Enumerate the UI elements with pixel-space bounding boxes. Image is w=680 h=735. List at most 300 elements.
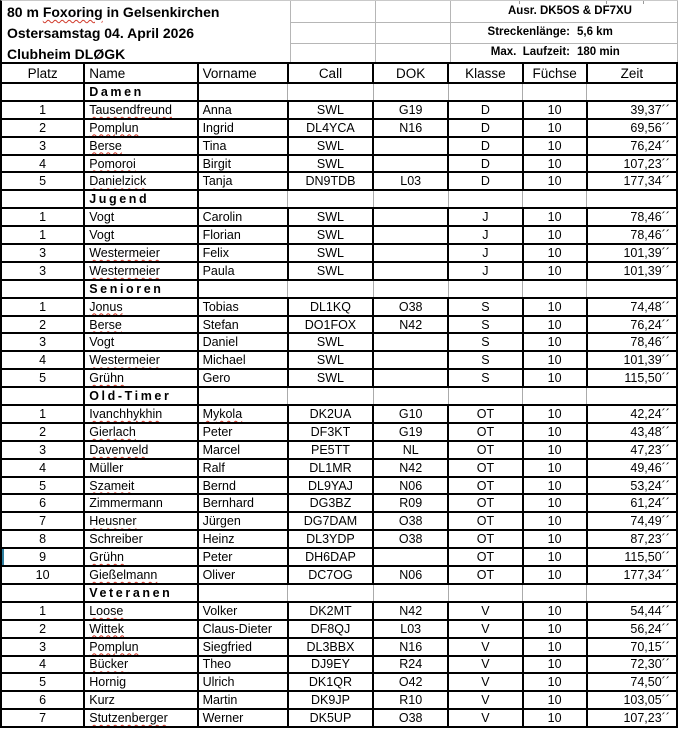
cell-zeit: 56,24´´ (587, 620, 677, 638)
cell-call: DL3YDP (288, 530, 373, 548)
cell-dok (373, 208, 448, 226)
cell-fuechse: 10 (523, 155, 587, 173)
cell-dok: R09 (373, 494, 448, 512)
cell-zeit: 74,48´´ (587, 298, 677, 316)
section-row (1, 190, 677, 208)
column-header-fuechse: Füchse (523, 63, 587, 83)
result-row (1, 137, 677, 155)
firstname-text: Ulrich (202, 675, 235, 690)
result-row (1, 155, 677, 173)
cell-name (84, 494, 197, 512)
surname-text: Heusner (89, 514, 137, 529)
cell-klasse: J (448, 226, 522, 244)
event-title-prefix: 80 m (7, 4, 43, 20)
event-date: Ostersamstag 04. April 2026 (7, 25, 195, 41)
cell-zeit: 115,50´´ (587, 548, 677, 566)
cell-call: SWL (288, 137, 373, 155)
cell-klasse: OT (448, 566, 522, 584)
cell-platz: 3 (1, 262, 84, 280)
firstname-text: Volker (202, 603, 238, 618)
cell-zeit: 74,49´´ (587, 512, 677, 530)
firstname-text: Werner (202, 711, 244, 726)
firstname-text: Felix (202, 245, 229, 260)
cell-name (84, 656, 197, 674)
result-row (1, 119, 677, 137)
firstname-text: Tobias (202, 299, 239, 314)
cell-dok (373, 226, 448, 244)
cell-fuechse: 10 (523, 620, 587, 638)
cell-call: SWL (288, 208, 373, 226)
event-info-block (442, 1, 678, 63)
cell-vorname (198, 459, 288, 477)
cell-dok (373, 548, 448, 566)
cell-dok: N16 (373, 638, 448, 656)
column-header-vorname: Vorname (198, 63, 288, 83)
cell-zeit: 49,46´´ (587, 459, 677, 477)
cell-call: SWL (288, 333, 373, 351)
firstname-text: Tina (202, 138, 227, 153)
cell-call: DK1QR (288, 673, 373, 691)
cell-fuechse (523, 387, 587, 405)
surname-text: Müller (89, 460, 124, 475)
column-header-name: Name (84, 63, 197, 83)
cell-call: DL1KQ (288, 298, 373, 316)
cell-platz: 2 (1, 423, 84, 441)
cell-platz: 1 (1, 602, 84, 620)
cell-call: DK9JP (288, 691, 373, 709)
result-row (1, 530, 677, 548)
cell-vorname (198, 172, 288, 190)
cell-klasse (448, 280, 522, 298)
cell-zeit: 101,39´´ (587, 351, 677, 369)
section-title: Damen (84, 83, 197, 101)
cell-vorname (198, 280, 288, 298)
cell-dok: O42 (373, 673, 448, 691)
cell-call: DK2MT (288, 602, 373, 620)
cell-vorname (198, 298, 288, 316)
result-row (1, 101, 677, 119)
cell-dok: R24 (373, 656, 448, 674)
cell-klasse (448, 584, 522, 602)
max-time-value: 180 min (577, 46, 620, 59)
cell-name (84, 638, 197, 656)
section-title: Old-Timer (84, 387, 197, 405)
cell-vorname (198, 494, 288, 512)
result-row (1, 172, 677, 190)
cell-klasse: OT (448, 441, 522, 459)
result-row (1, 548, 677, 566)
cell-klasse: OT (448, 494, 522, 512)
surname-text: Szameit (89, 478, 135, 493)
cell-zeit: 101,39´´ (587, 262, 677, 280)
cell-klasse: S (448, 351, 522, 369)
cell-call: DK5UP (288, 709, 373, 727)
cell-call: SWL (288, 369, 373, 387)
cell-dok: L03 (373, 620, 448, 638)
cell-zeit: 76,24´´ (587, 316, 677, 334)
cell-vorname (198, 656, 288, 674)
result-row (1, 333, 677, 351)
cell-platz: 6 (1, 691, 84, 709)
cell-fuechse: 10 (523, 530, 587, 548)
surname-text: Berse (89, 317, 122, 332)
cell-name (84, 172, 197, 190)
cell-fuechse: 10 (523, 512, 587, 530)
section-row (1, 387, 677, 405)
max-time-line (442, 42, 678, 63)
result-row (1, 566, 677, 584)
surname-text: Gießelmann (89, 567, 158, 582)
surname-text: Berse (89, 138, 122, 153)
result-row (1, 709, 677, 727)
cell-call: DL1MR (288, 459, 373, 477)
surname-text: Vogt (89, 335, 115, 350)
cell-fuechse: 10 (523, 477, 587, 495)
cell-vorname (198, 512, 288, 530)
cell-dok (373, 244, 448, 262)
cell-vorname (198, 405, 288, 423)
firstname-text: Marcel (202, 442, 241, 457)
cell-call: DG3BZ (288, 494, 373, 512)
cell-klasse: D (448, 119, 522, 137)
surname-text: Wittek (89, 621, 124, 636)
result-row (1, 477, 677, 495)
cell-dok: N42 (373, 459, 448, 477)
firstname-text: Paula (202, 263, 235, 278)
firstname-text: Birgit (202, 156, 232, 171)
cell-klasse: V (448, 656, 522, 674)
cell-vorname (198, 602, 288, 620)
cell-name (84, 316, 197, 334)
section-title: Senioren (84, 280, 197, 298)
firstname-text: Mykola (202, 406, 243, 421)
surname-text: Schreiber (89, 532, 143, 547)
cell-zeit (587, 584, 677, 602)
cell-call (288, 387, 373, 405)
firstname-text: Anna (202, 102, 232, 117)
event-title (7, 4, 219, 20)
course-length-value: 5,6 km (577, 25, 613, 38)
cell-platz (1, 83, 84, 101)
cell-klasse: V (448, 602, 522, 620)
cell-fuechse: 10 (523, 566, 587, 584)
cell-name (84, 155, 197, 173)
cell-klasse: S (448, 298, 522, 316)
cell-vorname (198, 316, 288, 334)
firstname-text: Daniel (202, 335, 238, 350)
cell-platz: 4 (1, 155, 84, 173)
cell-zeit: 115,50´´ (587, 369, 677, 387)
cell-klasse: S (448, 369, 522, 387)
result-row (1, 441, 677, 459)
cell-fuechse: 10 (523, 262, 587, 280)
cell-dok: R10 (373, 691, 448, 709)
cell-dok: N06 (373, 477, 448, 495)
cell-platz: 5 (1, 369, 84, 387)
cell-platz: 2 (1, 119, 84, 137)
surname-text: Stutzenberger (89, 711, 168, 726)
cell-platz: 4 (1, 656, 84, 674)
section-title: Veteranen (84, 584, 197, 602)
cell-fuechse: 10 (523, 101, 587, 119)
cell-platz: 3 (1, 333, 84, 351)
cell-call: DN9TDB (288, 172, 373, 190)
cell-fuechse: 10 (523, 244, 587, 262)
cell-call: SWL (288, 101, 373, 119)
cell-name (84, 620, 197, 638)
results-table (0, 62, 678, 728)
section-row (1, 584, 677, 602)
firstname-text: Carolin (202, 210, 243, 225)
gridline (290, 1, 291, 62)
cell-fuechse: 10 (523, 333, 587, 351)
cell-klasse (448, 190, 522, 208)
cell-call: SWL (288, 226, 373, 244)
cell-call (288, 83, 373, 101)
cell-dok (373, 280, 448, 298)
cell-klasse: D (448, 137, 522, 155)
cell-platz (1, 584, 84, 602)
cell-platz: 1 (1, 298, 84, 316)
cell-zeit: 103,05´´ (587, 691, 677, 709)
cell-zeit: 54,44´´ (587, 602, 677, 620)
firstname-text: Peter (202, 550, 233, 565)
column-header-call: Call (288, 63, 373, 83)
firstname-text: Stefan (202, 317, 239, 332)
cell-vorname (198, 262, 288, 280)
cell-vorname (198, 137, 288, 155)
cell-name (84, 405, 197, 423)
cell-dok (373, 369, 448, 387)
cell-dok (373, 155, 448, 173)
cell-platz: 1 (1, 226, 84, 244)
cell-dok (373, 262, 448, 280)
surname-text: Vogt (89, 210, 115, 225)
cell-fuechse: 10 (523, 602, 587, 620)
sheet-header (0, 0, 678, 62)
firstname-text: Michael (202, 353, 246, 368)
section-row (1, 83, 677, 101)
firstname-text: Peter (202, 424, 233, 439)
cell-vorname (198, 477, 288, 495)
cell-fuechse (523, 584, 587, 602)
cell-vorname (198, 83, 288, 101)
cell-vorname (198, 244, 288, 262)
firstname-text: Claus-Dieter (202, 621, 273, 636)
cell-dok: G10 (373, 405, 448, 423)
cell-platz: 3 (1, 244, 84, 262)
cell-call: SWL (288, 155, 373, 173)
cell-platz: 1 (1, 101, 84, 119)
firstname-text: Siegfried (202, 639, 252, 654)
cell-dok (373, 190, 448, 208)
cell-fuechse: 10 (523, 316, 587, 334)
cell-name (84, 101, 197, 119)
cell-zeit: 177,34´´ (587, 172, 677, 190)
cell-call: SWL (288, 262, 373, 280)
cell-name (84, 423, 197, 441)
cell-dok: L03 (373, 172, 448, 190)
cell-platz (1, 280, 84, 298)
result-row (1, 602, 677, 620)
cell-zeit: 53,24´´ (587, 477, 677, 495)
cell-vorname (198, 351, 288, 369)
cell-call: DL3BBX (288, 638, 373, 656)
column-header-platz: Platz (1, 63, 84, 83)
firstname-text: Bernhard (202, 496, 254, 511)
cell-fuechse (523, 83, 587, 101)
cell-name (84, 226, 197, 244)
cell-call: DL4YCA (288, 119, 373, 137)
cell-vorname (198, 566, 288, 584)
cell-fuechse: 10 (523, 709, 587, 727)
cell-zeit: 42,24´´ (587, 405, 677, 423)
surname-text: Hornig (89, 675, 127, 690)
cell-vorname (198, 691, 288, 709)
cell-dok: N06 (373, 566, 448, 584)
firstname-text: Jürgen (202, 514, 241, 529)
cell-platz (1, 387, 84, 405)
results-tbody (1, 83, 677, 727)
cell-vorname (198, 709, 288, 727)
cell-call: DC7OG (288, 566, 373, 584)
cell-vorname (198, 119, 288, 137)
cell-name (84, 441, 197, 459)
cell-call: SWL (288, 351, 373, 369)
event-title-flagged-word: Foxoring (42, 4, 103, 20)
cell-zeit: 78,46´´ (587, 208, 677, 226)
column-header-dok: DOK (373, 63, 448, 83)
cell-vorname (198, 369, 288, 387)
cell-klasse: V (448, 638, 522, 656)
result-row (1, 351, 677, 369)
cell-vorname (198, 423, 288, 441)
surname-text: Davenveld (89, 442, 149, 457)
cell-vorname (198, 155, 288, 173)
cell-zeit (587, 280, 677, 298)
surname-text: Jonus (89, 299, 123, 314)
cell-zeit: 61,24´´ (587, 494, 677, 512)
cell-zeit: 78,46´´ (587, 226, 677, 244)
cell-fuechse: 10 (523, 691, 587, 709)
cell-zeit: 107,23´´ (587, 709, 677, 727)
event-location: Clubheim DLØGK (7, 46, 126, 62)
cell-call (288, 280, 373, 298)
cell-name (84, 262, 197, 280)
cell-platz: 6 (1, 494, 84, 512)
cell-name (84, 208, 197, 226)
organizer-line: Ausr. DK5OS & DF7XU (508, 5, 632, 18)
cell-fuechse: 10 (523, 226, 587, 244)
result-row (1, 298, 677, 316)
cell-dok: N16 (373, 119, 448, 137)
cell-call: SWL (288, 244, 373, 262)
result-row (1, 208, 677, 226)
result-row (1, 423, 677, 441)
cell-klasse: OT (448, 405, 522, 423)
column-header-zeit: Zeit (587, 63, 677, 83)
result-row (1, 494, 677, 512)
cell-platz: 8 (1, 530, 84, 548)
cell-klasse: S (448, 316, 522, 334)
cell-call: DK2UA (288, 405, 373, 423)
result-row (1, 620, 677, 638)
cell-platz: 1 (1, 208, 84, 226)
surname-text: Zimmermann (89, 496, 163, 511)
cell-vorname (198, 190, 288, 208)
cell-zeit: 87,23´´ (587, 530, 677, 548)
result-row (1, 656, 677, 674)
firstname-text: Martin (202, 693, 238, 708)
cell-platz: 3 (1, 441, 84, 459)
cell-zeit: 101,39´´ (587, 244, 677, 262)
cell-vorname (198, 101, 288, 119)
cell-dok (373, 83, 448, 101)
cell-klasse: J (448, 244, 522, 262)
cell-fuechse: 10 (523, 172, 587, 190)
cell-klasse: V (448, 709, 522, 727)
cell-platz: 2 (1, 620, 84, 638)
cell-vorname (198, 584, 288, 602)
cell-vorname (198, 226, 288, 244)
result-row (1, 244, 677, 262)
cell-fuechse: 10 (523, 441, 587, 459)
cell-platz: 3 (1, 638, 84, 656)
cell-zeit: 177,34´´ (587, 566, 677, 584)
cell-dok: G19 (373, 101, 448, 119)
selection-marker (1, 548, 4, 566)
cell-dok: G19 (373, 423, 448, 441)
cell-dok: O38 (373, 530, 448, 548)
cell-platz: 5 (1, 673, 84, 691)
cell-call: DO1FOX (288, 316, 373, 334)
event-title-suffix: in Gelsenkirchen (102, 4, 220, 20)
surname-text: Ivanchhykhin (89, 406, 163, 421)
cell-fuechse (523, 190, 587, 208)
cell-klasse: D (448, 155, 522, 173)
firstname-text: Florian (202, 228, 241, 243)
cell-klasse: S (448, 333, 522, 351)
cell-klasse: V (448, 691, 522, 709)
cell-klasse: V (448, 620, 522, 638)
firstname-text: Gero (202, 371, 231, 386)
cell-platz: 1 (1, 405, 84, 423)
cell-vorname (198, 530, 288, 548)
surname-text: Bücker (89, 657, 129, 672)
cell-dok: O38 (373, 709, 448, 727)
cell-zeit: 76,24´´ (587, 137, 677, 155)
result-row (1, 262, 677, 280)
cell-klasse: OT (448, 423, 522, 441)
cell-klasse (448, 387, 522, 405)
cell-name (84, 709, 197, 727)
cell-call: PE5TT (288, 441, 373, 459)
cell-name (84, 602, 197, 620)
cell-platz: 3 (1, 137, 84, 155)
result-row (1, 673, 677, 691)
firstname-text: Heinz (202, 532, 235, 547)
surname-text: Pomoroi (89, 156, 136, 171)
cell-vorname (198, 441, 288, 459)
cell-name (84, 673, 197, 691)
cell-call (288, 190, 373, 208)
cell-call: DH6DAP (288, 548, 373, 566)
cell-zeit: 72,30´´ (587, 656, 677, 674)
cell-fuechse: 10 (523, 208, 587, 226)
surname-text: Tausendfreund (89, 102, 172, 117)
cell-vorname (198, 673, 288, 691)
cell-name (84, 333, 197, 351)
